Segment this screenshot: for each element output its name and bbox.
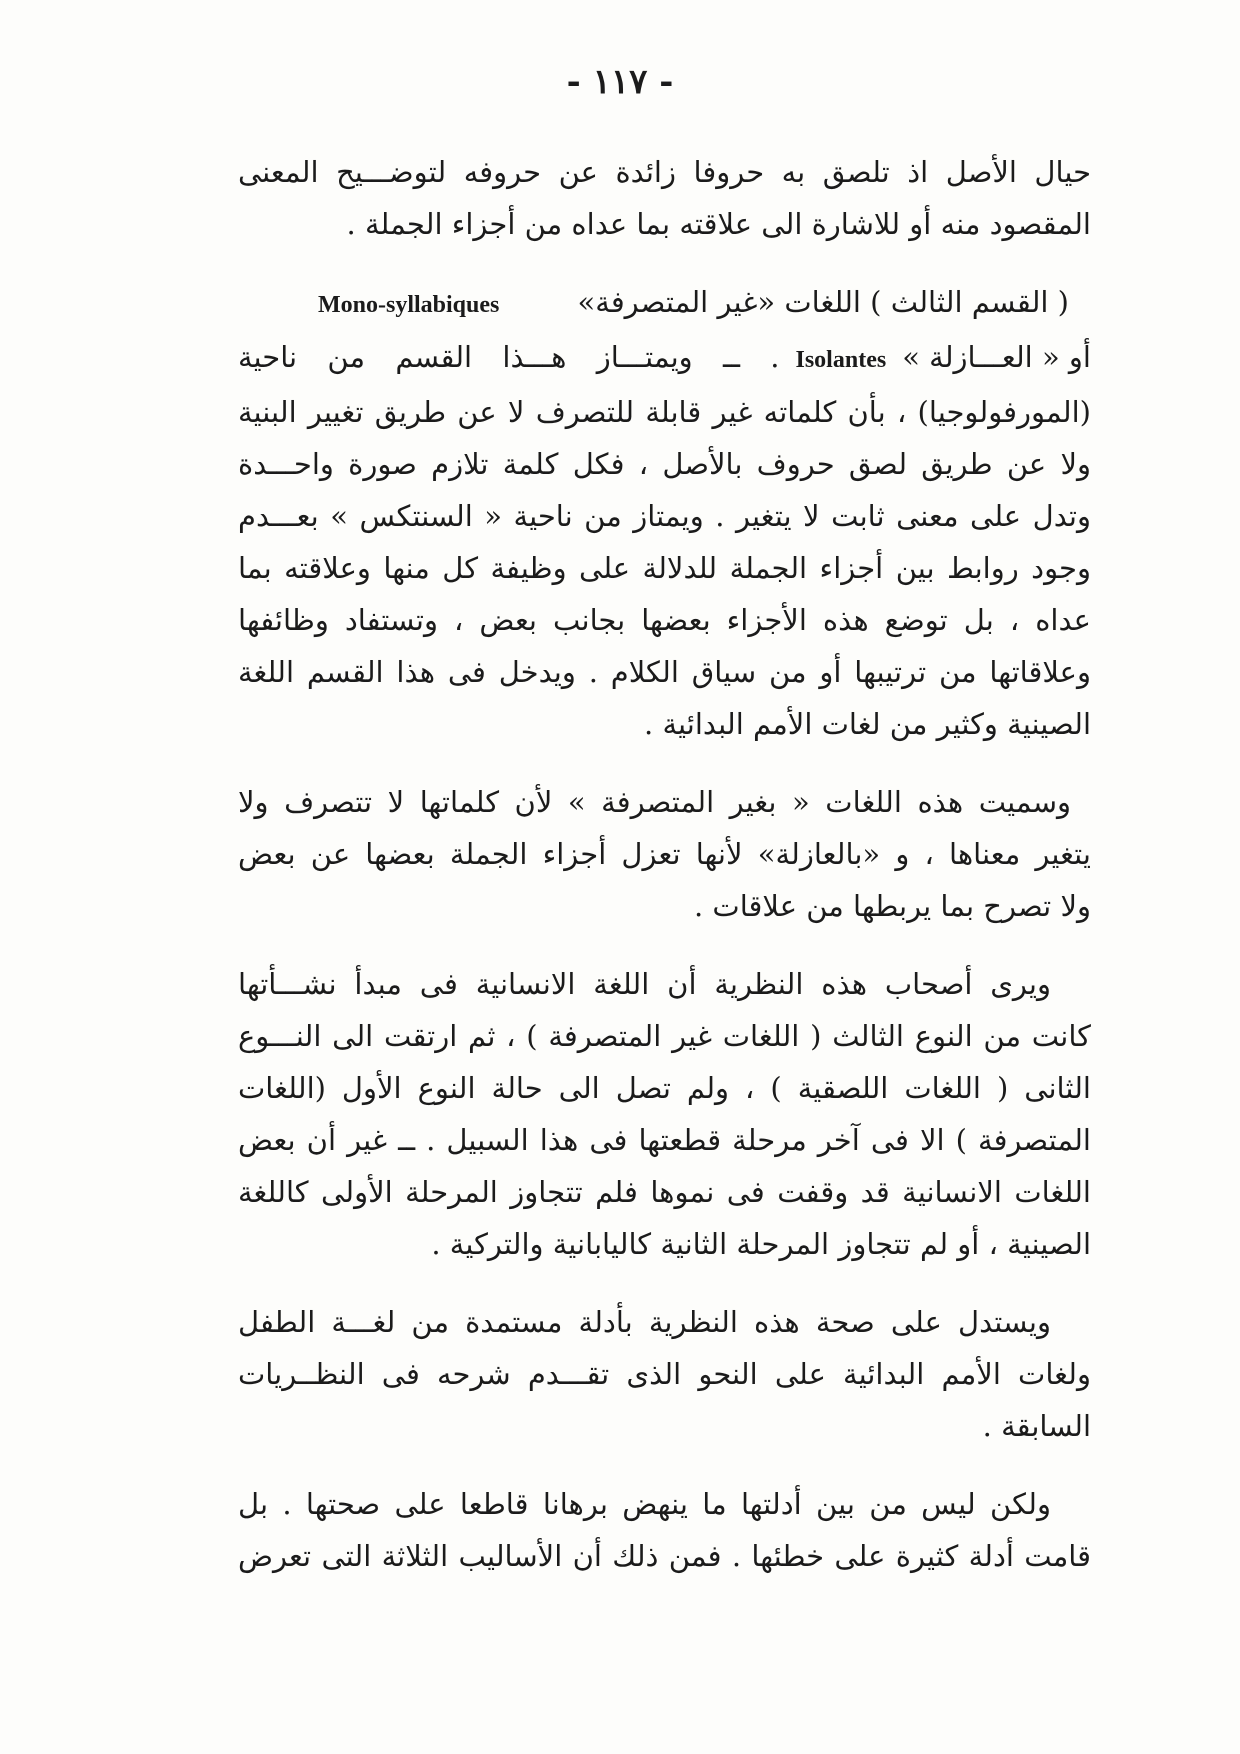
paragraph-5 bbox=[238, 1296, 1091, 1452]
second-line-arabic-end: . ــ ويمتـــاز هـــذا القسم من ناحية bbox=[238, 340, 780, 374]
text-line: قامت أدلة كثيرة على خطئها . فمن ذلك أن الأساليب الثلاثة التى تعرض bbox=[238, 1539, 1091, 1573]
text-line: ويستدل على صحة هذه النظرية بأدلة مستمدة من لغـــة الطفل bbox=[238, 1305, 1051, 1339]
text-line: ولغات الأمم البدائية على النحو الذى تقـــدم شرحه فى النظــريات bbox=[238, 1357, 1091, 1391]
section-second-line bbox=[238, 331, 1091, 386]
page-body bbox=[238, 146, 1091, 1608]
text-line: وعلاقاتها من ترتيبها أو من سياق الكلام . ويدخل فى هذا القسم اللغة bbox=[238, 655, 1091, 689]
section-heading-latin: Mono-syllabiques bbox=[318, 292, 500, 318]
text-line: ويرى أصحاب هذه النظرية أن اللغة الانسانية فى مبدأ نشـــأتها bbox=[238, 967, 1051, 1001]
second-line-latin: Isolantes bbox=[795, 347, 887, 373]
section-heading-arabic: ( القسم الثالث ) اللغات «غير المتصرفة» bbox=[577, 285, 1069, 319]
text-line: الصينية ، أو لم تتجاوز المرحلة الثانية كاليابانية والتركية . bbox=[431, 1227, 1091, 1261]
text-line: ولا تصرح بما يربطها من علاقات . bbox=[693, 889, 1091, 923]
text-line: (المورفولوجيا) ، بأن كلماته غير قابلة للتصرف لا عن طريق تغيير البنية bbox=[238, 395, 1091, 429]
text-line: يتغير معناها ، و «بالعازلة» لأنها تعزل أجزاء الجملة بعضها عن بعض bbox=[238, 837, 1091, 871]
text-line: عداه ، بل توضع هذه الأجزاء بعضها بجانب بعض ، وتستفاد وظائفها bbox=[238, 603, 1091, 637]
text-line: المتصرفة ) الا فى آخر مرحلة قطعتها فى هذا السبيل . ــ غير أن بعض bbox=[238, 1123, 1091, 1157]
paragraph-4 bbox=[238, 958, 1091, 1270]
paragraph-6 bbox=[238, 1478, 1091, 1582]
text-line: وتدل على معنى ثابت لا يتغير . ويمتاز من ناحية « السنتكس » بعـــدم bbox=[238, 499, 1091, 533]
text-line: الصينية وكثير من لغات الأمم البدائية . bbox=[644, 707, 1091, 741]
text-line: الثانى ( اللغات اللصقية ) ، ولم تصل الى حالة النوع الأول (اللغات bbox=[238, 1071, 1091, 1105]
text-line: كانت من النوع الثالث ( اللغات غير المتصرفة ) ، ثم ارتقت الى النـــوع bbox=[238, 1019, 1091, 1053]
page-number: - ١١٧ - bbox=[566, 62, 674, 102]
text-line: وسميت هذه اللغات « بغير المتصرفة » لأن كلماتها لا تتصرف ولا bbox=[238, 785, 1071, 819]
text-line: حيال الأصل اذ تلصق به حروفا زائدة عن حروفه لتوضـــيح المعنى bbox=[238, 155, 1091, 189]
text-line: وجود روابط بين أجزاء الجملة للدلالة على وظيفة كل منها وعلاقته بما bbox=[238, 551, 1091, 585]
section-heading-line bbox=[238, 276, 1091, 331]
second-line-arabic-start: أو « العـــازلة » bbox=[902, 340, 1091, 374]
paragraph-2 bbox=[238, 276, 1091, 750]
text-line: المقصود منه أو للاشارة الى علاقته بما عداه من أجزاء الجملة . bbox=[346, 207, 1091, 241]
paragraph-3 bbox=[238, 776, 1091, 932]
text-line: ولكن ليس من بين أدلتها ما ينهض برهانا قاطعا على صحتها . بل bbox=[238, 1487, 1051, 1521]
text-line: ولا عن طريق لصق حروف بالأصل ، فكل كلمة تلازم صورة واحـــدة bbox=[238, 447, 1091, 481]
text-line: السابقة . bbox=[982, 1409, 1091, 1443]
text-line: اللغات الانسانية قد وقفت فى نموها فلم تتجاوز المرحلة الأولى كاللغة bbox=[238, 1175, 1091, 1209]
paragraph-1 bbox=[238, 146, 1091, 250]
